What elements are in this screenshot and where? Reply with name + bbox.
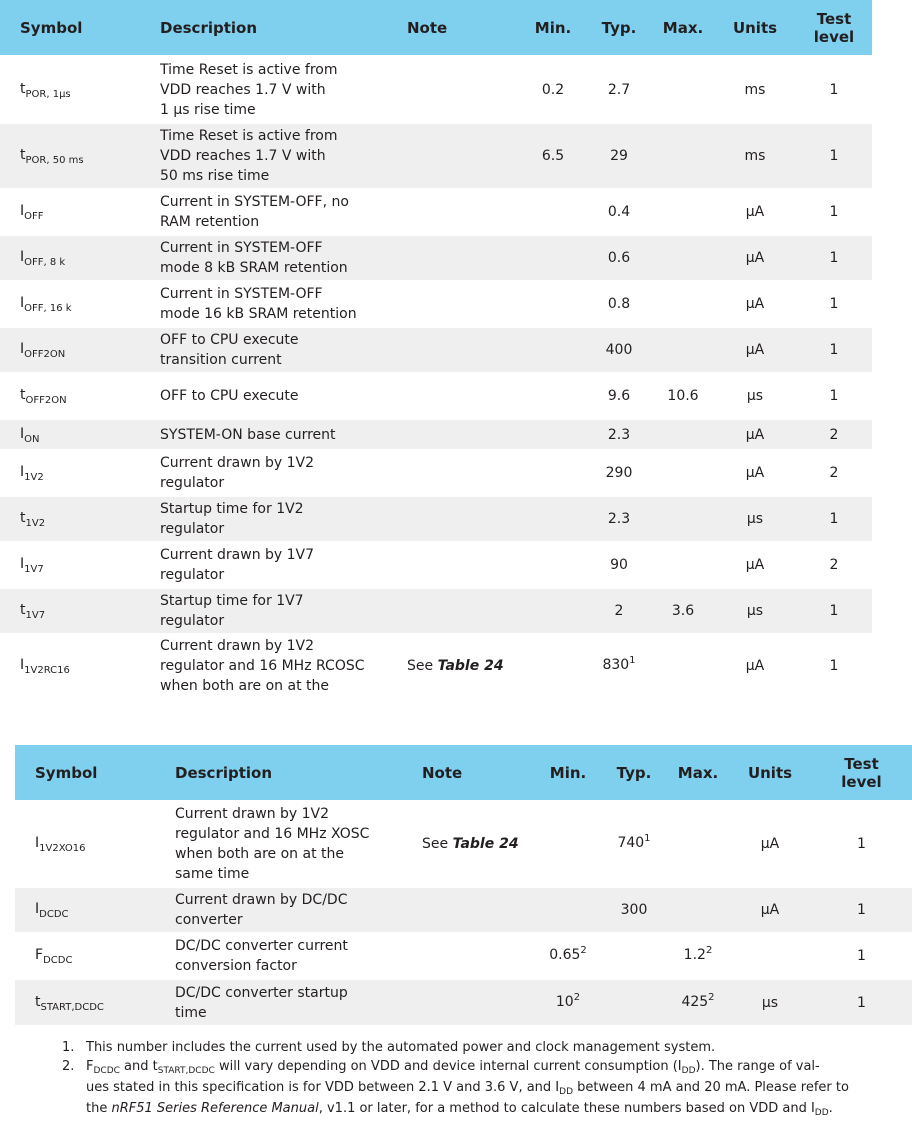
cell-min: 0.65$^2$ [535,933,601,979]
header-units: Units [729,745,811,801]
cell-description: Startup time for 1V7 regulator [156,588,406,634]
header-units: Units [714,0,796,56]
cell-symbol: $t_{1V7}$ [0,588,156,634]
cell-min [520,235,586,281]
cell-test-level: 1 [796,235,872,281]
cell-max [652,450,714,496]
header-test-level: Test level [796,0,872,56]
cell-test-level: 1 [811,887,912,933]
table-row [15,801,912,887]
table-row [0,123,872,189]
cell-test-level: 1 [796,56,872,123]
cell-typ: 2.3 [586,419,652,450]
electrical-spec-table-2 [15,745,912,1025]
cell-min [520,542,586,588]
footnote-1: 1. This number includes the current used by the automated power and clock management system. [62,1040,716,1055]
cell-symbol: $I_{OFF, 8 k}$ [0,235,156,281]
table-row [0,496,872,542]
header-symbol: Symbol [15,745,171,801]
table-row [15,979,912,1025]
cell-units: µs [729,979,811,1025]
cell-test-level: 1 [796,281,872,327]
table-row [0,189,872,235]
cell-note [406,189,520,235]
cell-units: µA [714,189,796,235]
cell-note [406,542,520,588]
table-row [0,281,872,327]
cell-symbol: $t_{1V2}$ [0,496,156,542]
cell-note [406,123,520,189]
cell-symbol: $I_{OFF}$ [0,189,156,235]
cell-test-level: 1 [811,933,912,979]
cell-units: ms [714,123,796,189]
cell-note [406,56,520,123]
cell-test-level: 2 [796,450,872,496]
cell-typ: 300 [601,887,667,933]
table-header-row [15,745,912,801]
cell-test-level: 1 [796,634,872,697]
cell-typ: 0.8 [586,281,652,327]
cell-typ: 29 [586,123,652,189]
cell-note [421,933,535,979]
cell-test-level: 1 [796,123,872,189]
cell-units [729,933,811,979]
cell-min: 6.5 [520,123,586,189]
table-row [0,542,872,588]
cell-units: µA [714,542,796,588]
table-header-row [0,0,872,56]
cell-max [652,189,714,235]
cell-note [406,588,520,634]
cell-max: 3.6 [652,588,714,634]
cell-symbol: $t_{OFF2ON}$ [0,373,156,419]
cell-test-level: 1 [811,979,912,1025]
cell-max [652,542,714,588]
cell-symbol: $I_{1V2XO16}$ [15,801,171,887]
cell-units: µs [714,588,796,634]
cell-description: Current drawn by 1V2 regulator and 16 MHz XOSC when both are on at the same time [171,801,421,887]
table-row [15,933,912,979]
cell-units: µA [729,801,811,887]
cell-test-level: 2 [796,419,872,450]
cell-max [667,801,729,887]
cell-max [652,327,714,373]
cell-note: See Table 24 [421,801,535,887]
cell-note [421,887,535,933]
table-row [0,419,872,450]
cell-typ [601,933,667,979]
cell-typ: 400 [586,327,652,373]
cell-min [520,281,586,327]
cell-min [535,887,601,933]
header-description: Description [171,745,421,801]
table-row [0,56,872,123]
cell-note [406,235,520,281]
cell-symbol: $I_{1V7}$ [0,542,156,588]
cell-test-level: 1 [796,327,872,373]
header-typ: Typ. [601,745,667,801]
header-description: Description [156,0,406,56]
cell-symbol: $I_{ON}$ [0,419,156,450]
header-min: Min. [535,745,601,801]
cell-min [520,189,586,235]
cell-symbol: $t_{POR, 1\mu s}$ [0,56,156,123]
cell-description: Time Reset is active from VDD reaches 1.7 V with 50 ms rise time [156,123,406,189]
cell-test-level: 2 [796,542,872,588]
cell-test-level: 1 [811,801,912,887]
cell-note [406,373,520,419]
header-typ: Typ. [586,0,652,56]
cell-note [406,450,520,496]
cell-units: µA [729,887,811,933]
cell-min: 0.2 [520,56,586,123]
cell-max [652,123,714,189]
cell-note [406,496,520,542]
cell-description: Current in SYSTEM-OFF mode 16 kB SRAM retention [156,281,406,327]
table-row [15,887,912,933]
cell-max [652,56,714,123]
cell-test-level: 1 [796,189,872,235]
header-min: Min. [520,0,586,56]
cell-typ [601,979,667,1025]
cell-description: Current in SYSTEM-OFF mode 8 kB SRAM retention [156,235,406,281]
cell-units: ms [714,56,796,123]
cell-symbol: $I_{1V2RC16}$ [0,634,156,697]
cell-min: $10^2$ [535,979,601,1025]
cell-description: Current in SYSTEM-OFF, no RAM retention [156,189,406,235]
table-row [0,327,872,373]
table-row [0,588,872,634]
cell-max: $425^2$ [667,979,729,1025]
cell-typ: 0.6 [586,235,652,281]
cell-note [406,281,520,327]
cell-typ: 290 [586,450,652,496]
cell-description: Current drawn by DC/DC converter [171,887,421,933]
cell-units: µA [714,634,796,697]
cell-description: DC/DC converter startup time [171,979,421,1025]
cell-symbol: $I_{DCDC}$ [15,887,171,933]
cell-max [667,887,729,933]
cell-units: µA [714,450,796,496]
cell-note: See Table 24 [406,634,520,697]
cell-min [520,419,586,450]
cell-description: DC/DC converter current conversion factor [171,933,421,979]
cell-typ: $740^1$ [601,801,667,887]
cell-description: Current drawn by 1V2 regulator and 16 MHz RCOSC when both are on at the [156,634,406,697]
cell-typ: 2 [586,588,652,634]
cell-description: Current drawn by 1V2 regulator [156,450,406,496]
cell-symbol: $I_{OFF2ON}$ [0,327,156,373]
footnote-2: 2. $F_{DCDC}$ and $t_{START,DCDC}$ will vary depending on VDD and device internal current consumption $(I_{DD})$. The range of val- ues stated in this specification is for VDD between 2.1 V and 3.6 V, and $I_{DD}$ between 4 mA and 20 mA. Please refer to the nRF51 Series Reference Manual, v1.1 or later, for a method to calculate these numbers based on VDD and $I_{DD}$. [62,1059,849,1118]
cell-units: µA [714,235,796,281]
header-max: Max. [667,745,729,801]
cell-test-level: 1 [796,496,872,542]
cell-note [406,327,520,373]
cell-min [535,801,601,887]
cell-units: µA [714,281,796,327]
cell-min [520,327,586,373]
cell-max [652,235,714,281]
table-row [0,373,872,419]
cell-typ: 2.3 [586,496,652,542]
cell-test-level: 1 [796,588,872,634]
cell-description: OFF to CPU execute [156,373,406,419]
footnotes [62,1038,912,1120]
cell-typ: 9.6 [586,373,652,419]
cell-note [421,979,535,1025]
cell-max: 10.6 [652,373,714,419]
header-max: Max. [652,0,714,56]
cell-symbol: $t_{POR, 50 ms}$ [0,123,156,189]
header-note: Note [406,0,520,56]
cell-units: µA [714,419,796,450]
cell-units: µs [714,496,796,542]
cell-symbol: $t_{START,DCDC}$ [15,979,171,1025]
cell-symbol: $I_{OFF, 16 k}$ [0,281,156,327]
cell-units: µA [714,327,796,373]
header-note: Note [421,745,535,801]
cell-typ: 0.4 [586,189,652,235]
cell-test-level: 1 [796,373,872,419]
table-row [0,235,872,281]
header-test-level: Test level [811,745,912,801]
cell-max [652,496,714,542]
cell-min [520,450,586,496]
cell-typ: $830^1$ [586,634,652,697]
cell-symbol: $I_{1V2}$ [0,450,156,496]
cell-description: SYSTEM-ON base current [156,419,406,450]
cell-min [520,634,586,697]
cell-min [520,588,586,634]
cell-max [652,281,714,327]
table-row [0,634,872,697]
cell-description: Startup time for 1V2 regulator [156,496,406,542]
cell-typ: 2.7 [586,56,652,123]
header-symbol: Symbol [0,0,156,56]
cell-max [652,419,714,450]
table-row [0,450,872,496]
cell-max: $1.2^2$ [667,933,729,979]
cell-description: Time Reset is active from VDD reaches 1.7 V with 1 µs rise time [156,56,406,123]
cell-typ: 90 [586,542,652,588]
cell-max [652,634,714,697]
cell-note [406,419,520,450]
cell-units: µs [714,373,796,419]
cell-description: Current drawn by 1V7 regulator [156,542,406,588]
cell-min [520,496,586,542]
cell-symbol: $F_{DCDC}$ [15,933,171,979]
cell-description: OFF to CPU execute transition current [156,327,406,373]
cell-min [520,373,586,419]
